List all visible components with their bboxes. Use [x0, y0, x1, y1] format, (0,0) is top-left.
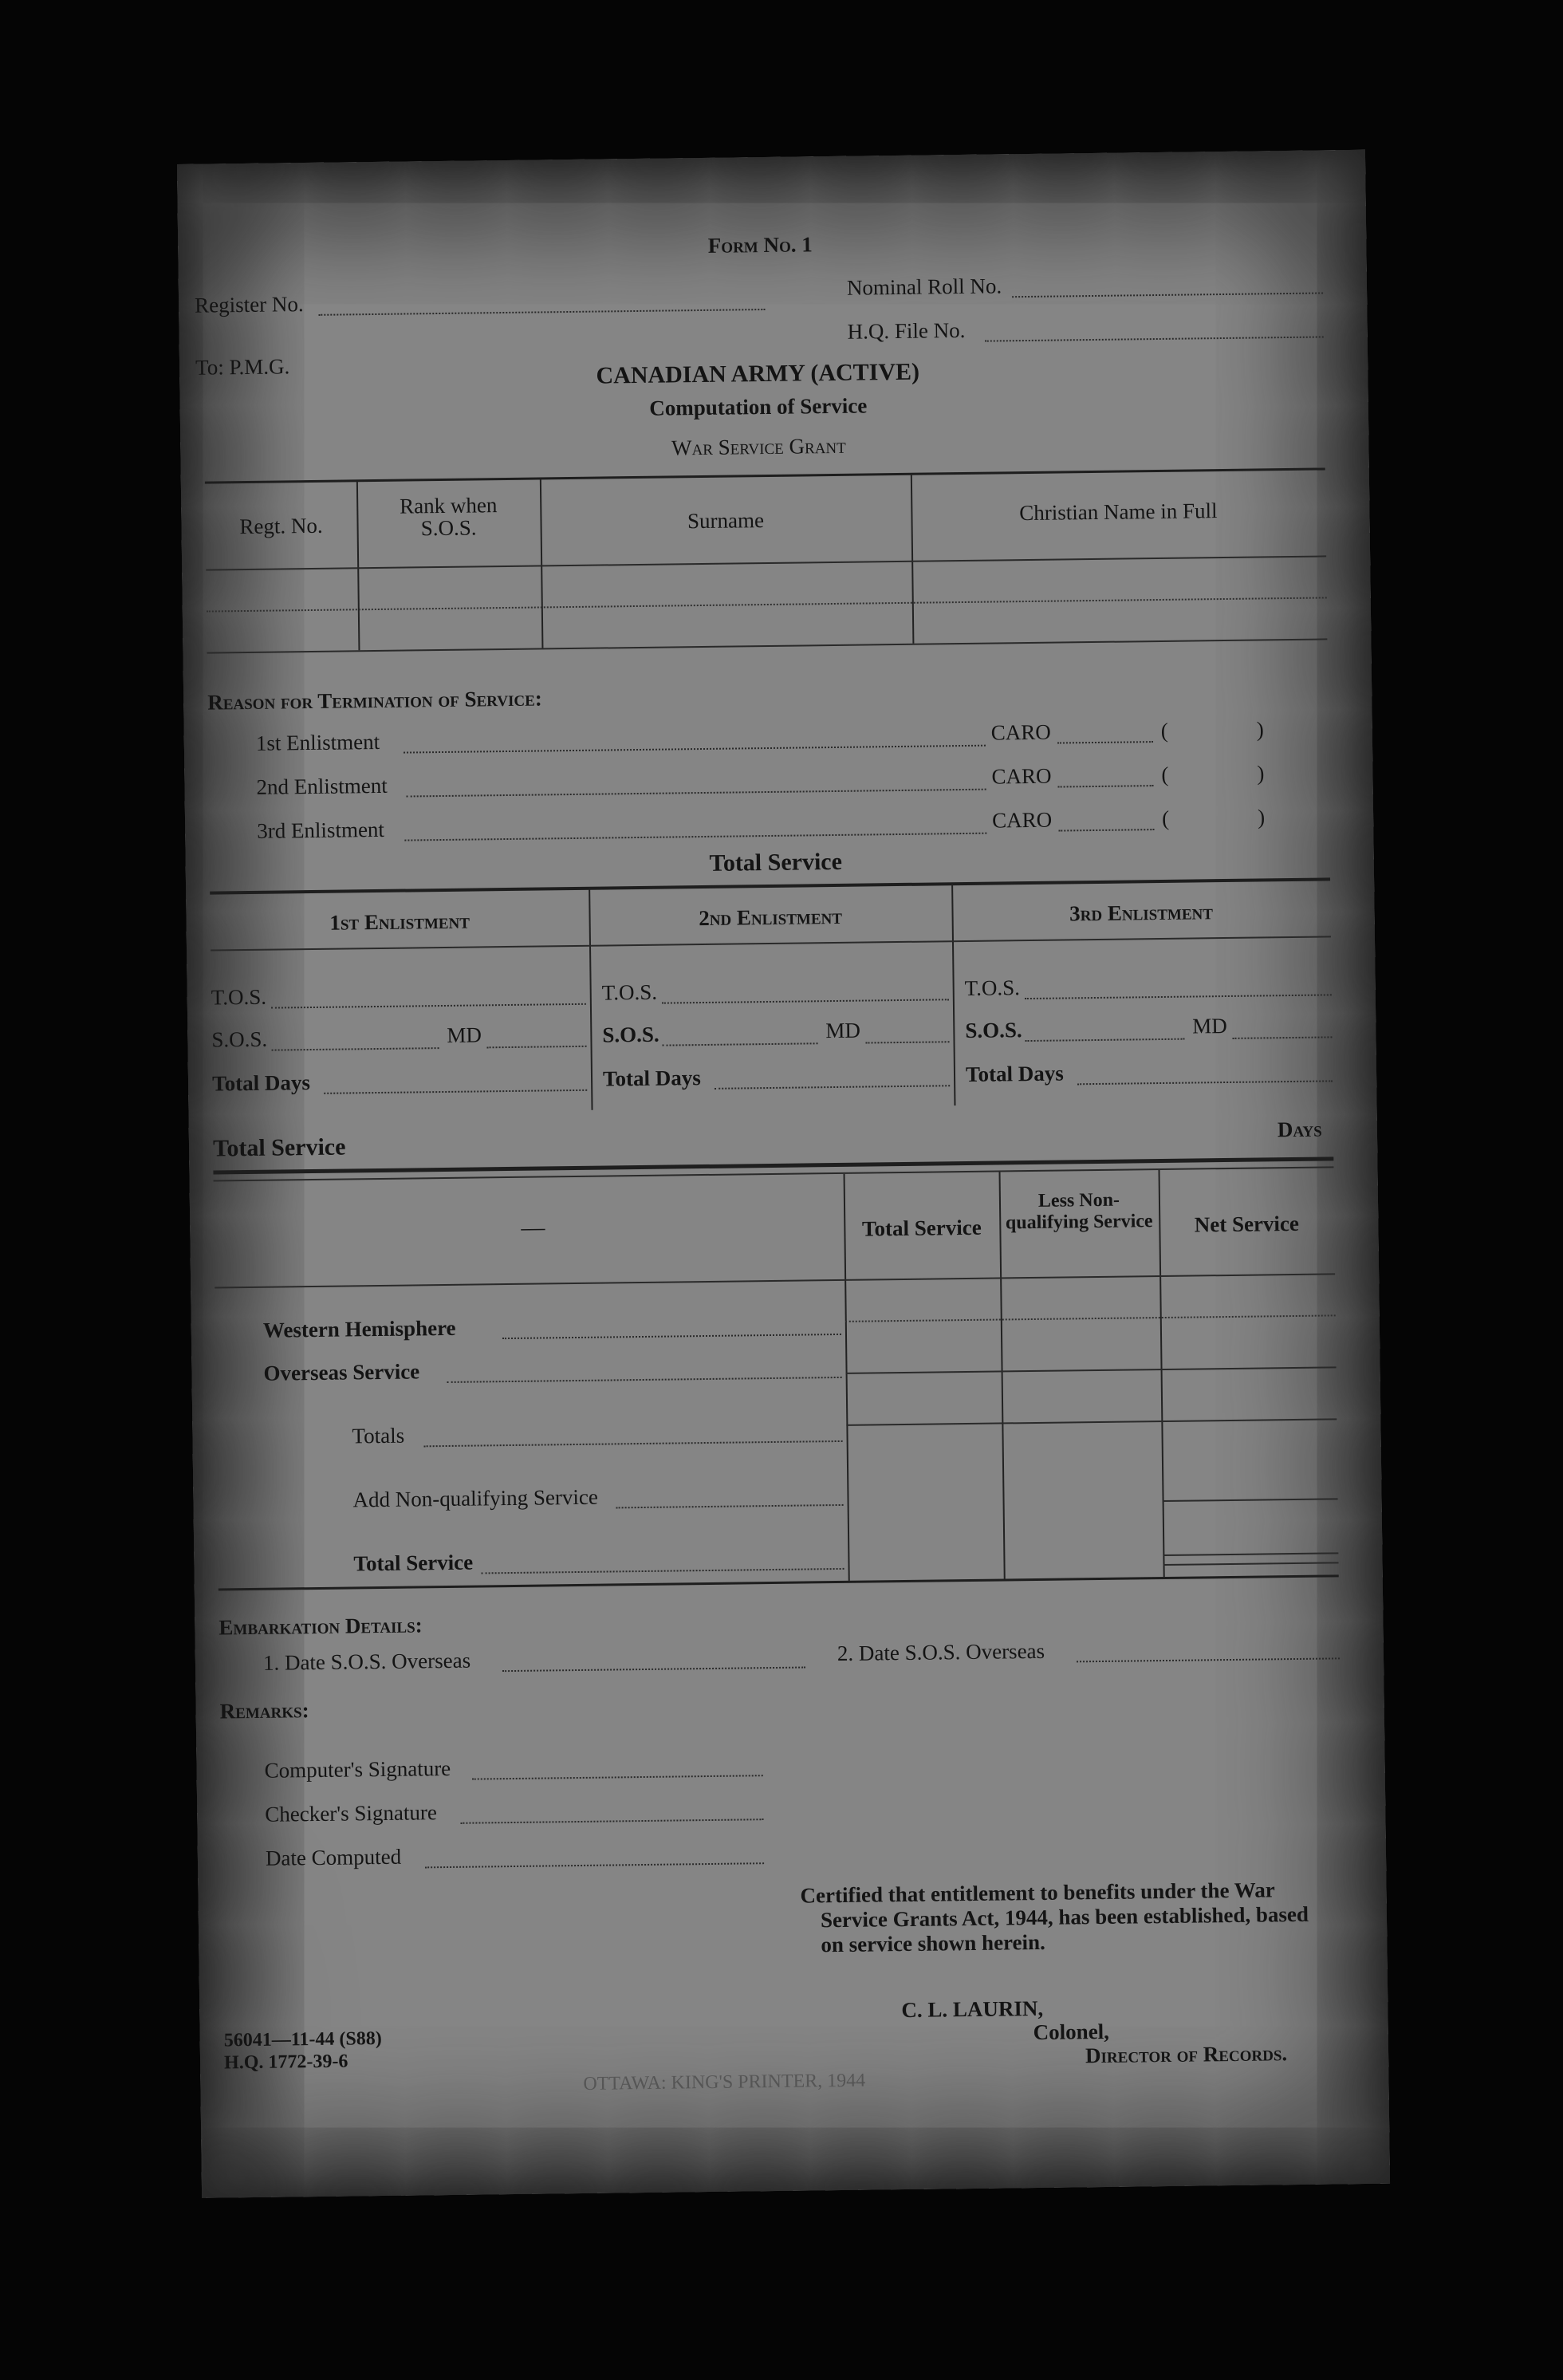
- form-paper: Form No. 1 Register No. Nominal Roll No. H.Q. File No. To: P.M.G. CANADIAN ARMY (ACTIVE) Computation of Service War Service Grant Regt. No. Rank when S.O.S. Surname Christian Name in Full Reason for Termination of Service: 1st Enlistment CARO ( ) 2nd Enlistment CARO ( ) 3rd Enlistment CARO ( ) Total Service 1st Enlistment 2nd Enlistment 3rd Enlistment T.O.S. S.O.S. MD Total Days T.O.S. S.O.S. MD Total Days T.O.S. S.O.S. MD Total Days Total Service Days — Total Service Less Non-qualifying Service Net Service Western Hemisphere Overseas Service Totals Add Non-qualifying Service Total Service Embarkation Details: 1. Date S.O.S. Overseas 2. Date S.O.S. Overseas Remarks: Computer's Signature Checker's Signature Date Computed Certified that entitlement to benefits under the War Service Grants Act, 1944, has been established, based on service shown herein. C. L. LAURIN, Colonel, Director of Records. 56041—11-44 (S88) H.Q. 1772-39-6 OTTAWA: KING'S PRINTER, 1944: [177, 150, 1390, 2198]
- termination-heading: Reason for Termination of Service:: [207, 686, 542, 715]
- row-totals: Totals: [352, 1423, 405, 1448]
- caro-3: CARO: [991, 807, 1053, 833]
- enlistment-1-label: 1st Enlistment: [255, 729, 380, 755]
- enlistment-3-label: 3rd Enlistment: [257, 817, 385, 843]
- summary-dash: —: [521, 1214, 545, 1241]
- remarks-heading: Remarks:: [219, 1698, 309, 1724]
- embarkation-date-1: 1. Date S.O.S. Overseas: [262, 1648, 471, 1675]
- computer-signature-label: Computer's Signature: [264, 1755, 451, 1783]
- form-subtitle: Computation of Service: [649, 393, 868, 420]
- row-overseas-service: Overseas Service: [263, 1359, 420, 1385]
- form-number: Form No. 1: [707, 232, 813, 258]
- total-service-summary-label: Total Service: [212, 1133, 346, 1162]
- days-label: Days: [1277, 1117, 1322, 1142]
- md-3: MD: [1192, 1013, 1227, 1038]
- certification-line-1: Certified that entitlement to benefits under the War: [800, 1878, 1275, 1908]
- register-no-label: Register No.: [194, 292, 304, 317]
- nominal-roll-label: Nominal Roll No.: [846, 274, 1002, 300]
- md-2: MD: [825, 1018, 861, 1043]
- col-1st-enlistment: 1st Enlistment: [329, 908, 470, 935]
- col-2nd-enlistment: 2nd Enlistment: [699, 904, 843, 931]
- checker-signature-label: Checker's Signature: [265, 1800, 438, 1826]
- col-3rd-enlistment: 3rd Enlistment: [1069, 900, 1214, 926]
- row-add-nonqualifying: Add Non-qualifying Service: [352, 1484, 599, 1512]
- enlistment-2-label: 2nd Enlistment: [256, 773, 388, 799]
- to-pmg-label: To: P.M.G.: [195, 354, 290, 380]
- certifier-rank: Colonel,: [1033, 2019, 1110, 2045]
- total-days-1: Total Days: [211, 1070, 311, 1096]
- col-christian-name: Christian Name in Full: [1019, 498, 1218, 526]
- md-1: MD: [447, 1023, 482, 1047]
- form-title: CANADIAN ARMY (ACTIVE): [596, 358, 920, 389]
- total-days-2: Total Days: [602, 1066, 702, 1091]
- col-regt-no: Regt. No.: [239, 513, 323, 539]
- total-service-title: Total Service: [709, 848, 843, 877]
- date-computed-label: Date Computed: [265, 1844, 402, 1870]
- print-code: 56041—11-44 (S88): [223, 2028, 382, 2051]
- row-western-hemisphere: Western Hemisphere: [262, 1315, 456, 1342]
- certification-line-2: Service Grants Act, 1944, has been established, based: [820, 1901, 1309, 1933]
- col-rank-sos: Rank when S.O.S.: [399, 493, 498, 541]
- sos-1: S.O.S.: [211, 1026, 268, 1052]
- tos-2: T.O.S.: [601, 979, 658, 1005]
- certifier-name: C. L. LAURIN,: [901, 1996, 1044, 2023]
- caro-1: CARO: [990, 719, 1051, 745]
- col-net-service: Net Service: [1194, 1211, 1300, 1237]
- row-total-service: Total Service: [353, 1550, 474, 1576]
- col-less-nonqualifying: Less Non-qualifying Service: [1005, 1189, 1153, 1234]
- col-surname: Surname: [687, 508, 765, 534]
- grant-title: War Service Grant: [671, 433, 846, 460]
- embarkation-date-2: 2. Date S.O.S. Overseas: [837, 1638, 1045, 1666]
- printer-imprint: OTTAWA: KING'S PRINTER, 1944: [583, 2070, 866, 2094]
- certification-line-3: on service shown herein.: [821, 1929, 1045, 1957]
- nominal-roll-line: [1012, 292, 1323, 298]
- hq-code: H.Q. 1772-39-6: [223, 2051, 348, 2074]
- embarkation-heading: Embarkation Details:: [219, 1613, 423, 1640]
- hq-file-line: [985, 336, 1324, 341]
- caro-2: CARO: [991, 763, 1052, 789]
- sos-2: S.O.S.: [602, 1022, 659, 1047]
- personal-table-top: [205, 467, 1325, 483]
- tos-3: T.O.S.: [964, 975, 1021, 1001]
- certifier-office: Director of Records.: [1085, 2041, 1288, 2068]
- col-total-service: Total Service: [861, 1215, 982, 1241]
- tos-1: T.O.S.: [211, 984, 267, 1010]
- sos-3: S.O.S.: [965, 1018, 1022, 1043]
- hq-file-label: H.Q. File No.: [847, 317, 966, 344]
- register-no-line: [318, 309, 765, 316]
- total-days-3: Total Days: [965, 1061, 1064, 1087]
